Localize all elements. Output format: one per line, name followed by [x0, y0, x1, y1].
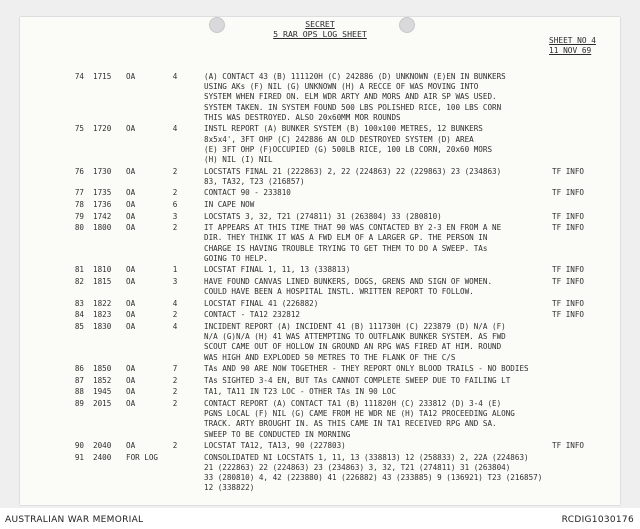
entry-to: 3 — [172, 277, 178, 286]
entry-serial: 88 — [74, 387, 84, 397]
entry-from: OA — [126, 298, 136, 308]
sheet-number: SHEET NO 4 — [549, 36, 596, 45]
entry-to: 4 — [172, 124, 178, 134]
entry-to: 2 — [172, 375, 178, 385]
entry-to: 6 — [172, 200, 178, 209]
entry-from: OA — [126, 277, 136, 286]
sheet-info — [549, 36, 615, 56]
archive-name: AUSTRALIAN WAR MEMORIAL — [5, 515, 144, 525]
entry-text — [204, 299, 552, 309]
entry-text-line: WAS HIGH AND EXPLODED 50 METRES TO THE FLANK OF THE C/S — [204, 352, 456, 362]
entry-text-line: IN CAPE NOW — [204, 200, 255, 209]
entry-serial: 78 — [74, 200, 84, 209]
entry-text-line: GOING TO HELP. — [204, 253, 269, 263]
entry-time: 1736 — [93, 200, 112, 209]
entry-text — [204, 322, 552, 363]
entry-text — [204, 167, 552, 187]
entry-time: 1945 — [93, 387, 112, 397]
entry-text-line: CONTACT 90 - 233810 — [204, 188, 291, 198]
entry-text — [204, 265, 552, 275]
entry-text — [204, 364, 552, 374]
entry-text-line: INCIDENT REPORT (A) INCIDENT 41 (B) 111730H (C) 223879 (D) N/A (F) — [204, 322, 506, 331]
entry-text — [204, 441, 552, 451]
entry-from: OA — [126, 188, 136, 198]
classification-label: SECRET — [305, 19, 335, 29]
entry-serial: 87 — [74, 375, 84, 385]
entry-action: TF INFO — [552, 298, 585, 308]
entry-text-line: COULD HAVE BEEN A HOSPITAL INSTL. WRITTEN REPORT TO FOLLOW. — [204, 287, 474, 297]
entry-text-line: IT APPEARS AT THIS TIME THAT 90 WAS CONTACTED BY 2-3 EN FROM A NE — [204, 223, 502, 233]
entry-action: TF INFO — [552, 211, 585, 221]
entry-to: 3 — [172, 211, 178, 221]
entry-time: 1735 — [93, 188, 112, 198]
entry-time: 2015 — [93, 399, 112, 408]
entry-text — [204, 200, 552, 210]
entry-text-line: 12 (338822) — [204, 483, 255, 493]
entry-text-line: (A) CONTACT 43 (B) 111120H (C) 242886 (D) UNKNOWN (E)EN IN BUNKERS — [204, 72, 506, 81]
entry-time: 1742 — [93, 211, 112, 221]
entry-text-line: TAs SIGHTED 3-4 EN, BUT TAs CANNOT COMPLETE SWEEP DUE TO FAILING LT — [204, 375, 511, 385]
entry-serial: 81 — [74, 265, 84, 275]
entry-from: OA — [126, 265, 136, 275]
entry-text-line: HAVE FOUND CANVAS LINED BUNKERS, DOGS, GRENS AND SIGN OF WOMEN. — [204, 277, 493, 286]
entry-serial: 86 — [74, 364, 84, 374]
entry-serial: 80 — [74, 223, 84, 233]
entry-time: 1730 — [93, 166, 112, 176]
entry-text-line: TAs AND 90 ARE NOW TOGETHER - THEY REPORT ONLY BLOOD TRAILS - NO BODIES — [204, 364, 529, 374]
entry-time: 1715 — [93, 72, 112, 81]
entry-text-line: DIR. THEY THINK IT WAS A FWD ELM OF A LARGER GP. THE PERSON IN — [204, 233, 488, 243]
entry-serial: 82 — [74, 277, 84, 286]
entry-text-line: PGNS LOCAL (F) NIL (G) CAME FROM HE WDR NE (H) TA12 PROCEEDING ALONG — [204, 409, 515, 419]
entry-serial: 76 — [74, 166, 84, 176]
entry-text-line: THIS WAS DESTROYED. ALSO 20x60MM MOR ROUNDS — [204, 112, 401, 122]
entry-action: TF INFO — [552, 441, 585, 451]
entry-serial: 84 — [74, 310, 84, 320]
entry-text-line: 33 (280810) 4, 42 (223880) 41 (226882) 43 (233885) 9 (136921) T23 (216857) — [204, 473, 543, 483]
entry-to: 4 — [172, 322, 178, 331]
entry-time: 1830 — [93, 322, 112, 331]
entry-from: OA — [126, 375, 136, 385]
entry-time: 1720 — [93, 124, 112, 134]
entry-to: 4 — [172, 72, 178, 81]
entry-text-line: LOCSTAT TA12, TA13, 90 (227803) — [204, 441, 346, 451]
entry-text — [204, 188, 552, 198]
entry-from: FOR LOG — [126, 452, 159, 462]
entry-time: 1822 — [93, 298, 112, 308]
entry-action: TF INFO — [552, 188, 585, 198]
entry-text-line: N/A (G)N/A (H) 41 WAS ATTEMPTING TO OUTFLANK BUNKER SYSTEM. AS FWD — [204, 332, 506, 342]
entry-from: OA — [126, 223, 136, 233]
entry-to: 2 — [172, 387, 178, 397]
entry-text-line: (H) NIL (I) NIL — [204, 155, 273, 164]
entry-serial: 90 — [74, 441, 84, 451]
entry-action: TF INFO — [552, 265, 585, 275]
entry-text-line: (E) 3FT OHP (F)OCCUPIED (G) 500LB RICE, 100 LB CORN, 20x60 MORS — [204, 144, 493, 154]
entry-from: OA — [126, 211, 136, 221]
entry-serial: 79 — [74, 211, 84, 221]
entry-from: OA — [126, 387, 136, 397]
entry-time: 1800 — [93, 223, 112, 233]
entry-serial: 74 — [74, 72, 84, 81]
entry-to: 2 — [172, 399, 178, 408]
entry-from: OA — [126, 124, 136, 134]
entry-action: TF INFO — [552, 310, 585, 320]
entry-text — [204, 310, 552, 320]
entry-text-line: SCOUT CAME OUT OF HOLLOW IN GROUND AN RPG WAS FIRED AT HIM. ROUND — [204, 342, 502, 352]
entry-to: 2 — [172, 441, 178, 451]
entry-time: 1823 — [93, 310, 112, 320]
entry-serial: 75 — [74, 124, 84, 134]
archive-footer — [0, 512, 640, 529]
entry-serial: 91 — [74, 452, 84, 462]
entry-action: TF INFO — [552, 223, 585, 233]
entry-text-line: USING AKs (F) NIL (G) UNKNOWN (H) A RECCE OF WAS MOVING INTO — [204, 82, 479, 92]
entry-text-line: 8x5x4', 3FT OHP (C) 242886 AN OLD DESTROYED SYSTEM (D) AREA — [204, 134, 474, 144]
entry-text — [204, 387, 552, 397]
log-title: 5 RAR OPS LOG SHEET — [273, 29, 367, 39]
entry-time: 1850 — [93, 364, 112, 374]
entry-text-line: 83, TA32, T23 (216857) — [204, 176, 305, 186]
entry-text — [204, 277, 552, 297]
entry-from: OA — [126, 72, 136, 81]
entry-text-line: LOCSTATS 3, 32, T21 (274811) 31 (263804) 33 (280810) — [204, 211, 442, 221]
entry-text-line: LOCSTAT FINAL 1, 11, 13 (338813) — [204, 265, 351, 275]
entry-text-line: CHARGE IS HAVING TROUBLE TRYING TO GET THEM TO DO A SWEEP. TAs — [204, 243, 488, 253]
entry-to: 2 — [172, 310, 178, 320]
entry-text-line: SYSTEM TAKEN. IN SYSTEM FOUND 500 LBS POLISHED RICE, 100 LBS CORN — [204, 102, 502, 112]
entry-text-line: LOCSTAT FINAL 41 (226882) — [204, 298, 319, 308]
archive-reference: RCDIG1030176 — [561, 515, 634, 525]
entry-to: 4 — [172, 298, 178, 308]
entry-from: OA — [126, 441, 136, 451]
entry-from: OA — [126, 310, 136, 320]
log-header — [0, 19, 640, 39]
entry-text — [204, 124, 552, 165]
entry-to: 1 — [172, 265, 178, 275]
entry-text-line: INSTL REPORT (A) BUNKER SYSTEM (B) 100x100 METRES, 12 BUNKERS — [204, 124, 483, 134]
entry-from: OA — [126, 200, 136, 209]
entry-from: OA — [126, 322, 136, 331]
sheet-date: 11 NOV 69 — [549, 46, 592, 55]
entry-time: 1815 — [93, 277, 112, 286]
entry-text-line: TRACK. ARTY BROUGHT IN. AS THIS CAME IN TA1 RECEIVED RPG AND SA. — [204, 419, 497, 429]
entry-text-line: CONSOLIDATED NI LOCSTATS 1, 11, 13 (338813) 12 (258833) 2, 22A (224863) — [204, 452, 529, 462]
entry-to: 2 — [172, 166, 178, 176]
entry-serial: 89 — [74, 399, 84, 408]
entry-serial: 85 — [74, 322, 84, 331]
entry-time: 1852 — [93, 375, 112, 385]
entry-to: 2 — [172, 188, 178, 198]
entry-text — [204, 212, 552, 222]
entry-from: OA — [126, 364, 136, 374]
entry-text — [204, 453, 552, 494]
entry-text — [204, 399, 552, 440]
entry-time: 2400 — [93, 452, 112, 462]
entry-text — [204, 376, 552, 386]
entry-action: TF INFO — [552, 166, 585, 176]
entry-text-line: CONTACT - TA12 232812 — [204, 310, 301, 320]
entry-time: 1810 — [93, 265, 112, 275]
entry-from: OA — [126, 166, 136, 176]
entry-action: TF INFO — [552, 277, 585, 286]
entry-text — [204, 223, 552, 264]
entry-serial: 83 — [74, 298, 84, 308]
entry-text-line: TA1, TA11 IN T23 LOC - OTHER TAs IN 90 LOC — [204, 387, 397, 397]
entry-time: 2040 — [93, 441, 112, 451]
entry-from: OA — [126, 399, 136, 408]
entry-to: 2 — [172, 223, 178, 233]
entry-to: 7 — [172, 364, 178, 374]
entry-text-line: SWEEP TO BE CONDUCTED IN MORNING — [204, 429, 351, 439]
entry-text — [204, 72, 552, 123]
entry-text-line: 21 (222863) 22 (224863) 23 (234863) 3, 32, T21 (274811) 31 (263804) — [204, 463, 511, 472]
entry-text-line: LOCSTATS FINAL 21 (222863) 2, 22 (224863) 22 (229863) 23 (234863) — [204, 166, 502, 176]
entry-serial: 77 — [74, 188, 84, 198]
entry-text-line: SYSTEM WHEN FIRED ON. ELM WDR ARTY AND MORS AND AIR SP WAS USED. — [204, 92, 497, 102]
entry-text-line: CONTACT REPORT (A) CONTACT TA1 (B) 111820H (C) 233812 (D) 3-4 (E) — [204, 399, 502, 408]
